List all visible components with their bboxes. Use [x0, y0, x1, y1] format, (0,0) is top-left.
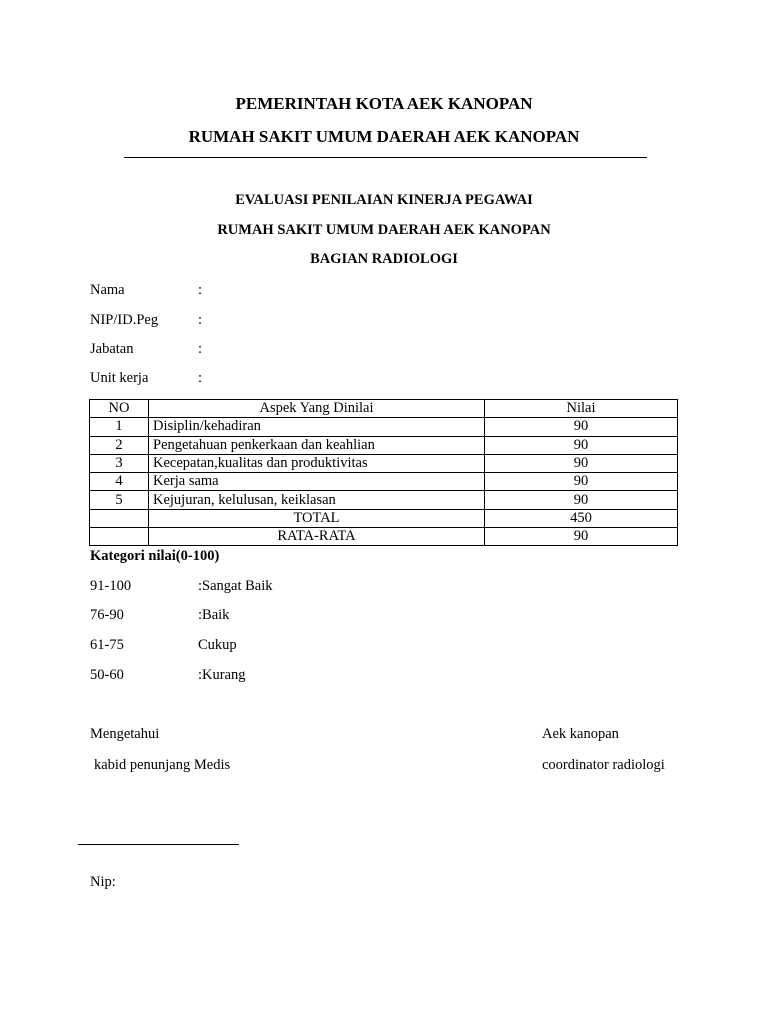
row-aspek: Kecepatan,kualitas dan produktivitas — [149, 454, 485, 472]
row-aspek: Kerja sama — [149, 473, 485, 491]
column-header-no: NO — [90, 400, 149, 418]
kategori-range: 76-90 — [90, 607, 124, 623]
title-line-2: RUMAH SAKIT UMUM DAERAH AEK KANOPAN — [217, 222, 551, 238]
signature-right-line-1: Aek kanopan — [542, 726, 619, 742]
total-label: TOTAL — [149, 509, 485, 527]
row-nilai: 90 — [485, 418, 678, 436]
signature-right-line-2: coordinator radiologi — [542, 757, 665, 773]
field-label-nama: Nama — [90, 282, 125, 298]
row-no: 2 — [90, 436, 149, 454]
signature-line — [78, 844, 239, 845]
table-row — [90, 473, 678, 491]
row-no: 1 — [90, 418, 149, 436]
signature-left-line-1: Mengetahui — [90, 726, 160, 742]
table-row — [90, 418, 678, 436]
evaluation-table — [89, 399, 678, 546]
field-label-unit-kerja: Unit kerja — [90, 370, 149, 386]
row-aspek: Pengetahuan penkerkaan dan keahlian — [149, 436, 485, 454]
row-nilai: 90 — [485, 436, 678, 454]
average-row — [90, 528, 678, 546]
field-colon-jabatan: : — [198, 341, 203, 357]
field-colon-nama: : — [198, 282, 203, 298]
row-no: 4 — [90, 473, 149, 491]
table-row — [90, 454, 678, 472]
kategori-label: :Kurang — [198, 667, 246, 683]
column-header-aspek: Aspek Yang Dinilai — [149, 400, 485, 418]
row-nilai: 90 — [485, 473, 678, 491]
field-label-jabatan: Jabatan — [90, 341, 134, 357]
kategori-label: :Baik — [198, 607, 230, 623]
field-label-nip: NIP/ID.Peg — [90, 312, 159, 328]
table-row — [90, 436, 678, 454]
total-empty-cell — [90, 509, 149, 527]
table-row — [90, 491, 678, 509]
field-colon-unit-kerja: : — [198, 370, 203, 386]
header-line-2: RUMAH SAKIT UMUM DAERAH AEK KANOPAN — [188, 127, 580, 146]
average-value: 90 — [485, 528, 678, 546]
total-row — [90, 509, 678, 527]
field-colon-nip: : — [198, 312, 203, 328]
column-header-nilai: Nilai — [485, 400, 678, 418]
row-no: 5 — [90, 491, 149, 509]
table-header-row — [90, 400, 678, 418]
average-label: RATA-RATA — [149, 528, 485, 546]
title-line-1: EVALUASI PENILAIAN KINERJA PEGAWAI — [235, 192, 533, 208]
total-value: 450 — [485, 509, 678, 527]
kategori-title: Kategori nilai(0-100) — [90, 548, 220, 564]
kategori-range: 61-75 — [90, 637, 124, 653]
header-line-1: PEMERINTAH KOTA AEK KANOPAN — [235, 94, 533, 113]
average-empty-cell — [90, 528, 149, 546]
signature-left-line-2: kabid penunjang Medis — [94, 757, 231, 773]
row-no: 3 — [90, 454, 149, 472]
row-nilai: 90 — [485, 454, 678, 472]
kategori-label: Cukup — [198, 637, 237, 653]
nip-label: Nip: — [90, 874, 116, 890]
row-nilai: 90 — [485, 491, 678, 509]
title-line-3: BAGIAN RADIOLOGI — [310, 251, 458, 267]
row-aspek: Disiplin/kehadiran — [149, 418, 485, 436]
kategori-range: 91-100 — [90, 578, 132, 594]
kategori-range: 50-60 — [90, 667, 124, 683]
row-aspek: Kejujuran, kelulusan, keiklasan — [149, 491, 485, 509]
kategori-label: :Sangat Baik — [198, 578, 273, 594]
header-divider — [124, 157, 647, 158]
